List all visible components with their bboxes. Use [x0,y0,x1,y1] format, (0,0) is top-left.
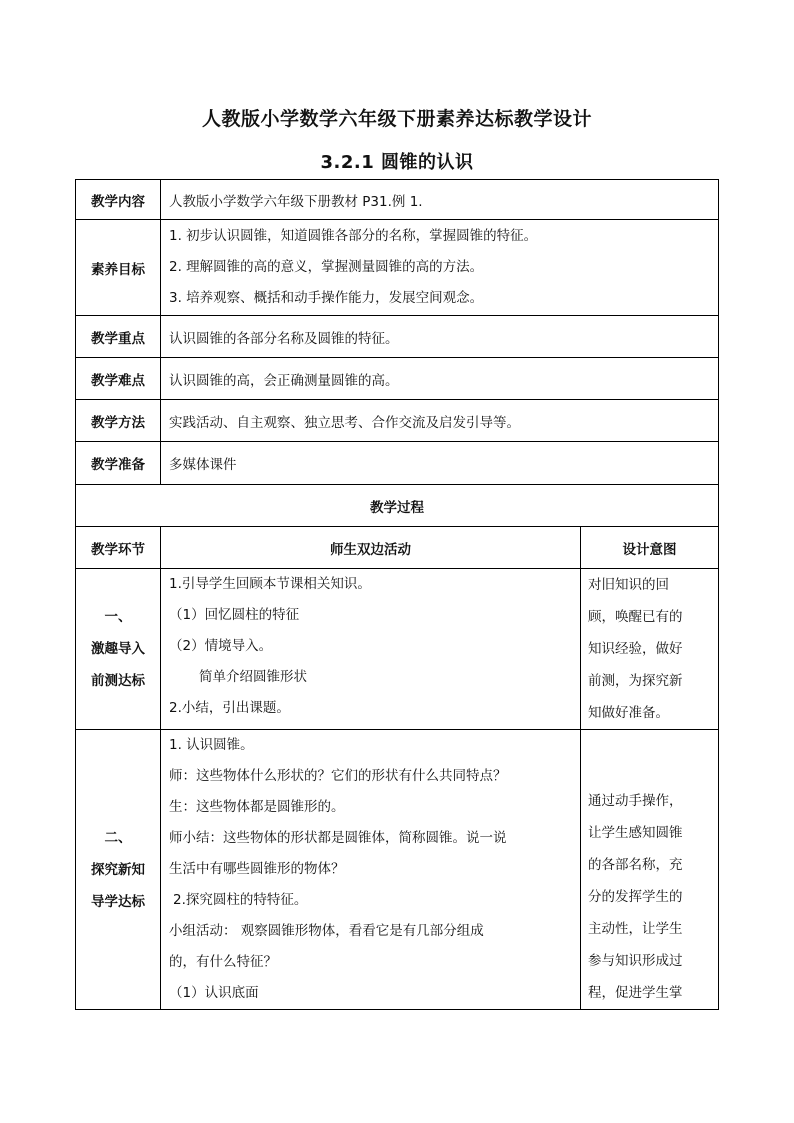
activity-line: 小组活动： 观察圆锥形物体，看看它是有几部分组成 [169,923,484,939]
intent-line: 主动性，让学生 [588,921,683,937]
stage-name-line: 激趣导入 [91,641,145,657]
stage-activities [161,569,581,730]
label-content: 教学内容 [76,180,161,220]
row-content [76,180,719,220]
row-method [76,400,719,442]
stage-name-line: 前测达标 [91,673,145,689]
intent-line: 知识经验，做好 [588,641,683,657]
activity-line: 的，有什么特征？ [169,954,277,970]
stage-row [76,730,719,1010]
stage-row [76,569,719,730]
intent-line: 知做好准备。 [588,705,669,721]
value-goals [161,220,719,316]
intent-line: 对旧知识的回 [588,577,669,593]
stage-activities [161,730,581,1010]
lesson-title: 3.2.1 圆锥的认识 [320,152,474,173]
intent-line: 通过动手操作， [588,793,683,809]
goal-item: 1. 初步认识圆锥，知道圆锥各部分的名称，掌握圆锥的特征。 [169,228,538,244]
stage-name-line: 导学达标 [91,893,145,910]
stage-intent [581,730,719,1010]
label-preparation: 教学准备 [76,442,161,485]
activity-line: 2.小结，引出课题。 [169,700,290,716]
row-difficulty [76,358,719,400]
header-intent: 设计意图 [581,527,719,569]
label-difficulty: 教学难点 [76,358,161,400]
activity-line: 1. 认识圆锥。 [169,737,254,753]
label-goals: 素养目标 [76,220,161,316]
row-focus [76,316,719,358]
activity-line: 师小结：这些物体的形状都是圆锥体，简称圆锥。说一说 [169,830,507,846]
activity-line: 1.引导学生回顾本节课相关知识。 [169,576,371,592]
row-preparation [76,442,719,485]
intent-line: 让学生感知圆锥 [588,825,683,841]
label-focus: 教学重点 [76,316,161,358]
activity-line: （1）回忆圆柱的特征 [169,607,300,623]
activity-line: 生：这些物体都是圆锥形的。 [169,799,345,815]
intent-line: 分的发挥学生的 [588,889,683,905]
intent-line: 的各部名称，充 [588,857,683,873]
header-stage: 教学环节 [76,527,161,569]
intent-line: 顾，唤醒已有的 [588,609,683,625]
activity-line: 2.探究圆柱的特特征。 [173,892,308,908]
intent-line: 程，促进学生掌 [588,985,683,1001]
intent-line: 前测，为探究新 [588,673,683,689]
stage-label [76,730,161,1010]
activity-line: （1）认识底面 [169,985,259,1001]
activity-line: 简单介绍圆锥形状 [199,669,307,685]
row-goals [76,220,719,316]
value-method: 实践活动、自主观察、独立思考、合作交流及启发引导等。 [161,400,719,442]
intent-line: 参与知识形成过 [588,953,683,969]
value-content: 人教版小学数学六年级下册教材 P31.例 1. [161,180,719,220]
document-title: 人教版小学数学六年级下册素养达标教学设计 [201,108,592,130]
stage-number: 二、 [104,829,132,846]
value-preparation: 多媒体课件 [161,442,719,485]
activity-line: 师：这些物体什么形状的？它们的形状有什么共同特点？ [169,768,507,784]
goal-item: 3. 培养观察、概括和动手操作能力，发展空间观念。 [169,290,484,306]
stage-intent [581,569,719,730]
process-title: 教学过程 [76,485,719,527]
value-focus: 认识圆锥的各部分名称及圆锥的特征。 [161,316,719,358]
activity-line: 生活中有哪些圆锥形的物体？ [169,861,345,877]
label-method: 教学方法 [76,400,161,442]
goal-item: 2. 理解圆锥的高的意义，掌握测量圆锥的高的方法。 [169,259,484,275]
row-process-headers [76,527,719,569]
lesson-plan-table [75,179,719,1010]
row-process-title [76,485,719,527]
header-activity: 师生双边活动 [161,527,581,569]
activity-line: （2）情境导入。 [169,638,273,654]
stage-number: 一、 [104,609,132,625]
stage-label [76,569,161,730]
stage-name-line: 探究新知 [91,861,145,878]
value-difficulty: 认识圆锥的高，会正确测量圆锥的高。 [161,358,719,400]
